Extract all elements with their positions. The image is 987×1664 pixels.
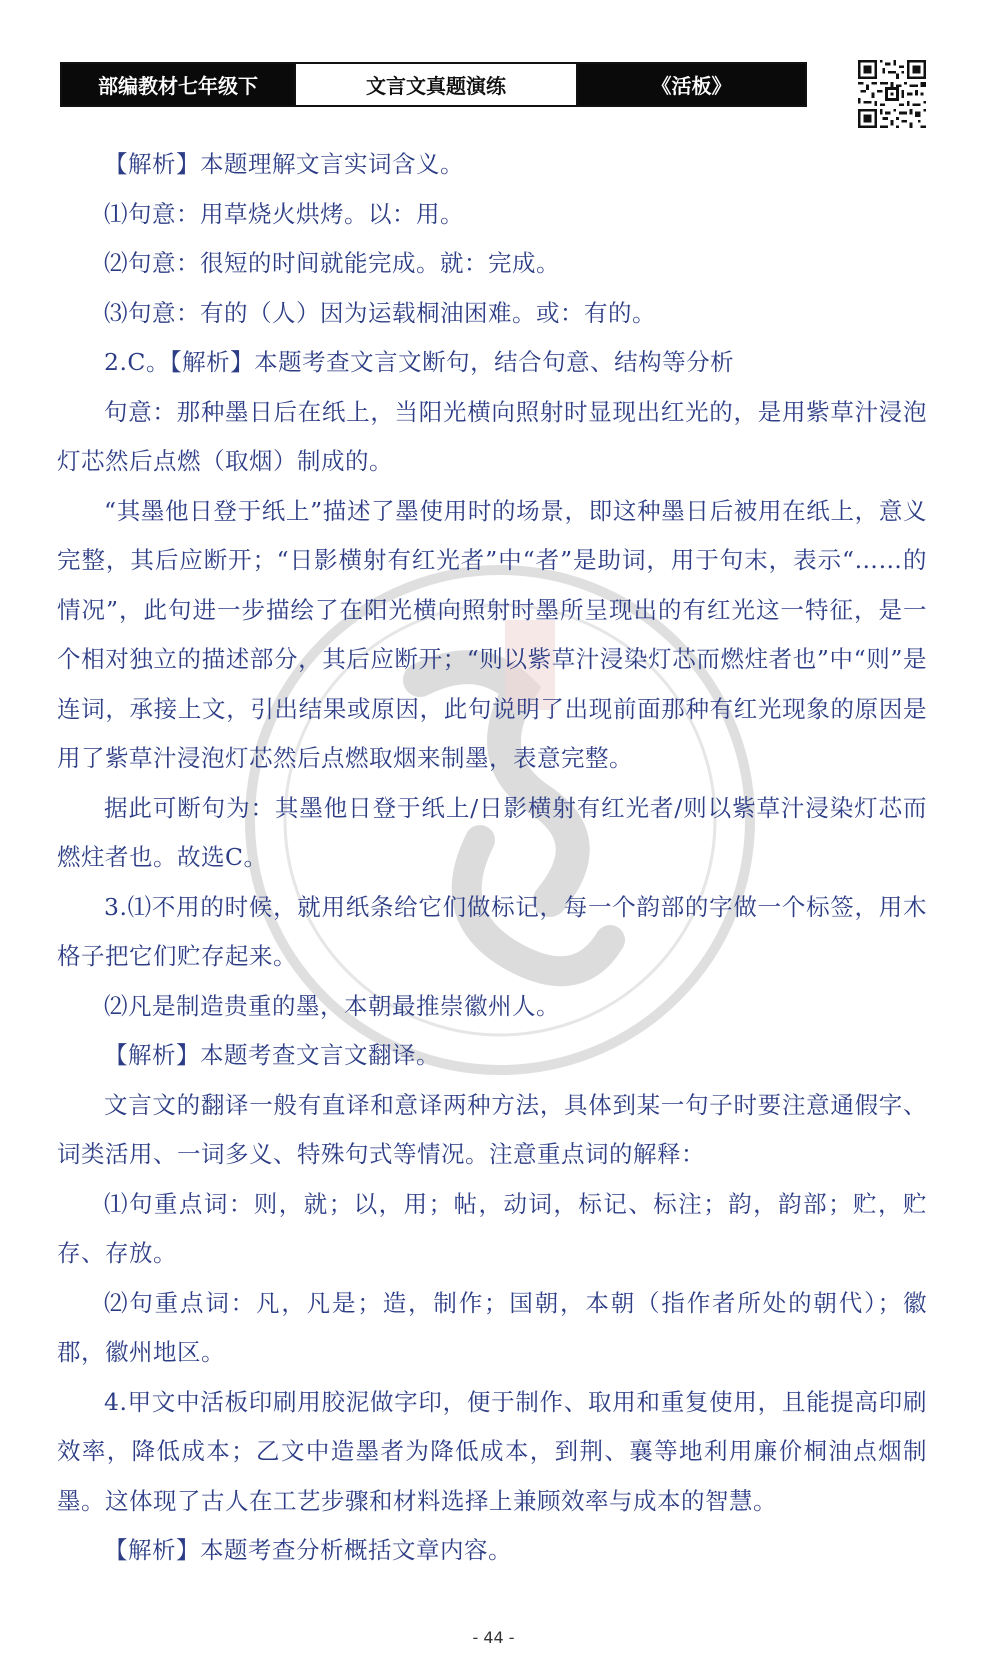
paragraph: ⑶句意：有的（人）因为运载桐油困难。或：有的。 [104, 298, 656, 327]
header-bar [60, 62, 807, 107]
qr-code-icon [858, 60, 926, 128]
header-section: 文言文真题演练 [294, 64, 578, 105]
paragraph: 3.⑴不用的时候，就用纸条给它们做标记，每一个韵部的字做一个标签，用木格子把它们贮存起来。 [57, 892, 927, 970]
paragraph: 【解析】本题考查分析概括文章内容。 [104, 1536, 512, 1564]
answer-content [57, 140, 927, 1576]
paragraph: 据此可断句为：其墨他日登于纸上/日影横射有红光者/则以紫草汁浸染灯芯而燃炷者也。故选C。 [57, 793, 927, 871]
paragraph: ⑴句重点词：则，就；以，用；帖，动词，标记、标注；韵，韵部；贮，贮存、存放。 [57, 1189, 927, 1267]
paragraph: ⑵句意：很短的时间就能完成。就：完成。 [104, 249, 560, 277]
paragraph: ⑵句重点词：凡，凡是；造，制作；国朝，本朝（指作者所处的朝代）；徽郡，徽州地区。 [57, 1288, 927, 1366]
paragraph: 2.C。【解析】本题考查文言文断句，结合句意、结构等分析 [104, 348, 735, 376]
header-grade: 部编教材七年级下 [62, 64, 294, 105]
paragraph: ⑵凡是制造贵重的墨，本朝最推崇徽州人。 [104, 991, 560, 1020]
paragraph: 【解析】本题考查文言文翻译。 [104, 1041, 440, 1069]
paragraph: ⑴句意：用草烧火烘烤。以：用。 [104, 199, 464, 228]
paragraph: 文言文的翻译一般有直译和意译两种方法，具体到某一句子时要注意通假字、词类活用、一词多义、特殊句式等情况。注意重点词的解释： [57, 1090, 927, 1168]
paragraph: 句意：那种墨日后在纸上，当阳光横向照射时显现出红光的，是用紫草汁浸泡灯芯然后点燃（取烟）制成的。 [57, 397, 927, 475]
paragraph: 4.甲文中活板印刷用胶泥做字印，便于制作、取用和重复使用，且能提高印刷效率，降低成本；乙文中造墨者为降低成本，到荆、襄等地利用廉价桐油点烟制墨。这体现了古人在工艺步骤和材料选择上兼顾效率与成本的智慧。 [57, 1387, 927, 1515]
header-title: 《活板》 [578, 64, 805, 105]
page-number: - 44 - [472, 1628, 515, 1647]
paragraph: “其墨他日登于纸上”描述了墨使用时的场景，即这种墨日后被用在纸上，意义完整，其后应断开；“日影横射有红光者”中“者”是助词，用于句末，表示“……的情况”，此句进一步描绘了在阳光横向照射时墨所呈现出的有红光这一特征，是一个相对独立的描述部分，其后应断开；“则以紫草汁浸染灯芯而燃炷者也”中“则”是连词，承接上文，引出结果或原因，此句说明了出现前面那种有红光现象的原因是用了紫草汁浸泡灯芯然后点燃取烟来制墨，表意完整。 [57, 496, 927, 772]
paragraph: 【解析】本题理解文言实词含义。 [104, 150, 464, 178]
